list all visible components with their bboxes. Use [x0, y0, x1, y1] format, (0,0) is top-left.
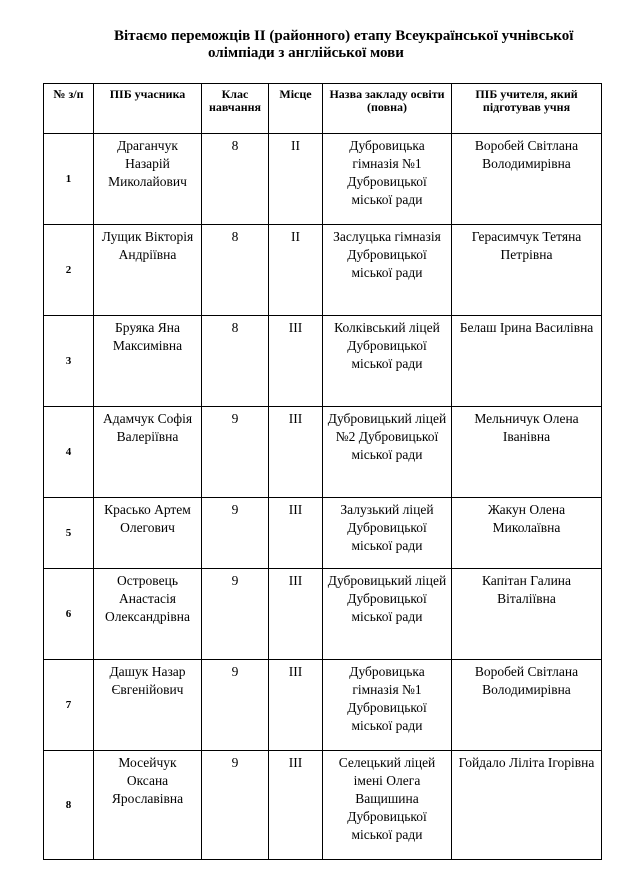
- teacher-name: Мельничук Олена Іванівна: [452, 407, 602, 498]
- teacher-name: Воробей Світлана Володимирівна: [452, 134, 602, 225]
- row-number: 5: [44, 498, 94, 569]
- student-name: Адамчук Софія Валеріївна: [94, 407, 202, 498]
- student-grade: 9: [202, 751, 269, 860]
- header-school: Назва закладу освіти (повна): [323, 84, 452, 134]
- table-row: [44, 316, 602, 407]
- table-row: [44, 498, 602, 569]
- row-number: 6: [44, 569, 94, 660]
- student-name: Бруяка Яна Максимівна: [94, 316, 202, 407]
- teacher-name: Герасимчук Тетяна Петрівна: [452, 225, 602, 316]
- student-name: Драганчук Назарій Миколайович: [94, 134, 202, 225]
- school-name: Селецький ліцей імені Олега Ващишина Дубровицької міської ради: [323, 751, 452, 860]
- student-place: ІІІ: [269, 569, 323, 660]
- student-grade: 8: [202, 225, 269, 316]
- row-number: 3: [44, 316, 94, 407]
- header-teacher: ПІБ учителя, який підготував учня: [452, 84, 602, 134]
- row-number: 7: [44, 660, 94, 751]
- student-grade: 8: [202, 316, 269, 407]
- student-grade: 8: [202, 134, 269, 225]
- teacher-name: Воробей Світлана Володимирівна: [452, 660, 602, 751]
- student-place: ІІІ: [269, 660, 323, 751]
- student-grade: 9: [202, 407, 269, 498]
- student-grade: 9: [202, 498, 269, 569]
- table-row: [44, 134, 602, 225]
- row-number: 8: [44, 751, 94, 860]
- title-line-1: Вітаємо переможців ІІ (районного) етапу Всеукраїнської учнівської: [114, 28, 574, 44]
- winners-table: [43, 83, 602, 860]
- student-grade: 9: [202, 660, 269, 751]
- school-name: Дубровицький ліцей Дубровицької міської ради: [323, 569, 452, 660]
- school-name: Дубровицька гімназія №1 Дубровицької міської ради: [323, 660, 452, 751]
- student-place: ІІ: [269, 225, 323, 316]
- table-row: [44, 225, 602, 316]
- table-row: [44, 751, 602, 860]
- table-header-row: [44, 84, 602, 134]
- header-number: № з/п: [44, 84, 94, 134]
- table-row: [44, 569, 602, 660]
- student-name: Дашук Назар Євгенійович: [94, 660, 202, 751]
- student-name: Красько Артем Олегович: [94, 498, 202, 569]
- school-name: Залузький ліцей Дубровицької міської ради: [323, 498, 452, 569]
- row-number: 1: [44, 134, 94, 225]
- student-place: ІІ: [269, 134, 323, 225]
- teacher-name: Капітан Галина Віталіївна: [452, 569, 602, 660]
- student-place: ІІІ: [269, 316, 323, 407]
- student-name: Лущик Вікторія Андріївна: [94, 225, 202, 316]
- teacher-name: Жакун Олена Миколаївна: [452, 498, 602, 569]
- header-name: ПІБ учасника: [94, 84, 202, 134]
- school-name: Заслуцька гімназія Дубровицької міської ради: [323, 225, 452, 316]
- school-name: Дубровицька гімназія №1 Дубровицької міської ради: [323, 134, 452, 225]
- header-grade: Клас навчання: [202, 84, 269, 134]
- student-place: ІІІ: [269, 498, 323, 569]
- teacher-name: Белаш Ірина Василівна: [452, 316, 602, 407]
- student-name: Островець Анастасія Олександрівна: [94, 569, 202, 660]
- school-name: Колківський ліцей Дубровицької міської ради: [323, 316, 452, 407]
- table-row: [44, 660, 602, 751]
- teacher-name: Гойдало Ліліта Ігорівна: [452, 751, 602, 860]
- table-row: [44, 407, 602, 498]
- row-number: 4: [44, 407, 94, 498]
- student-grade: 9: [202, 569, 269, 660]
- school-name: Дубровицький ліцей №2 Дубровицької міської ради: [323, 407, 452, 498]
- document-title: [88, 28, 608, 62]
- row-number: 2: [44, 225, 94, 316]
- student-place: ІІІ: [269, 407, 323, 498]
- student-name: Мосейчук Оксана Ярославівна: [94, 751, 202, 860]
- student-place: ІІІ: [269, 751, 323, 860]
- header-place: Місце: [269, 84, 323, 134]
- title-line-2: олімпіади з англійської мови: [208, 45, 404, 61]
